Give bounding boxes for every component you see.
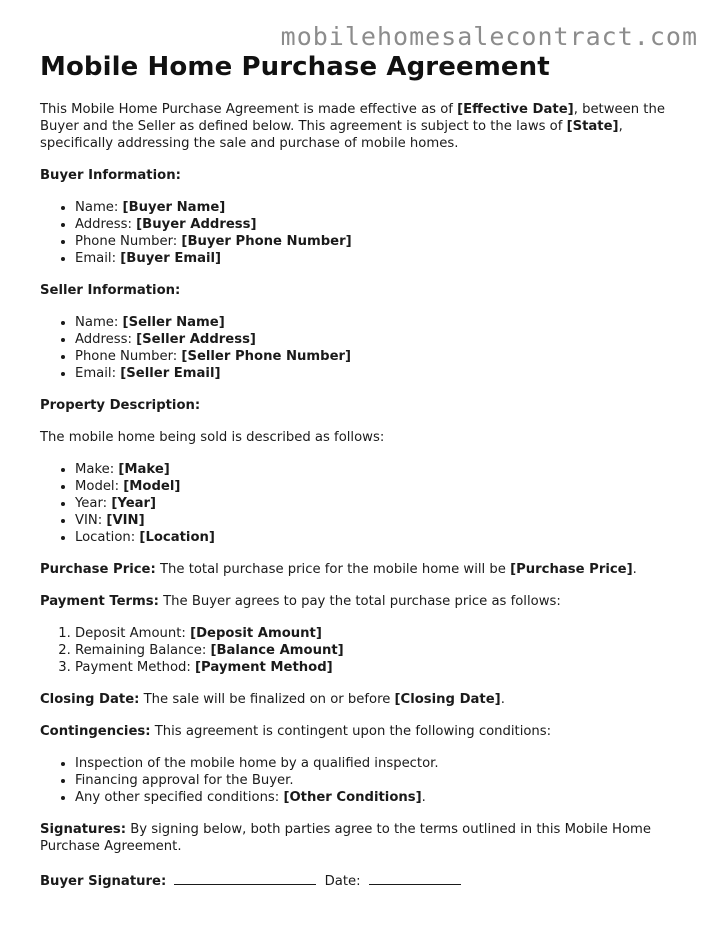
purchase-price-placeholder: [Purchase Price] [510, 562, 633, 577]
intro-text-3: , specifically addressing the sale and purchase of mobile homes. [40, 119, 623, 151]
signatures-paragraph: Signatures: By signing below, both parties agree to the terms outlined in this Mobile Home Purchase Agreement. [40, 822, 652, 854]
closing-date-placeholder: [Closing Date] [394, 692, 501, 707]
list-item: • Name: [Seller Name] [75, 314, 690, 331]
site-watermark: mobilehomesalecontract.com [280, 22, 698, 51]
list-item: • Phone Number: [Buyer Phone Number] [75, 233, 690, 250]
list-item: • Email: [Buyer Email] [75, 250, 690, 267]
list-item: • Year: [Year] [75, 495, 690, 512]
buyer-info-list [40, 199, 690, 267]
list-item: • VIN: [VIN] [75, 512, 690, 529]
list-item: • Name: [Buyer Name] [75, 199, 690, 216]
list-item: • Address: [Buyer Address] [75, 216, 690, 233]
date-label: Date: [324, 874, 361, 889]
contingencies-paragraph: Contingencies: This agreement is contingent upon the following conditions: [40, 724, 552, 739]
list-item: 1. Deposit Amount: [Deposit Amount] [75, 625, 690, 642]
list-item: • Address: [Seller Address] [75, 331, 690, 348]
payment-terms-list [40, 625, 690, 676]
payment-terms-label: Payment Terms: [40, 594, 159, 609]
list-item: • Phone Number: [Seller Phone Number] [75, 348, 690, 365]
list-item: • Model: [Model] [75, 478, 690, 495]
document-title: Mobile Home Purchase Agreement [40, 52, 550, 82]
contingencies-label: Contingencies: [40, 724, 151, 739]
list-item: 3. Payment Method: [Payment Method] [75, 659, 690, 676]
seller-info-heading: Seller Information: [40, 283, 181, 298]
list-item: • Inspection of the mobile home by a qualified inspector. [75, 755, 690, 772]
list-item: • Email: [Seller Email] [75, 365, 690, 382]
contingencies-list [40, 755, 690, 806]
buyer-signature-label: Buyer Signature: [40, 874, 167, 889]
closing-date-label: Closing Date: [40, 692, 140, 707]
property-list [40, 461, 690, 546]
effective-date-placeholder: [Effective Date] [457, 102, 574, 117]
closing-date-paragraph: Closing Date: The sale will be finalized on or before [Closing Date]. [40, 692, 505, 707]
buyer-info-heading: Buyer Information: [40, 168, 181, 183]
purchase-price-label: Purchase Price: [40, 562, 156, 577]
purchase-price-paragraph: Purchase Price: The total purchase price for the mobile home will be [Purchase Price]. [40, 562, 637, 577]
intro-text-1: This Mobile Home Purchase Agreement is made effective as of [40, 102, 458, 117]
intro-text-2: , between the Buyer and the Seller as defined below. This agreement is subject to the laws of [40, 102, 665, 134]
payment-terms-paragraph: Payment Terms: The Buyer agrees to pay the total purchase price as follows: [40, 594, 561, 609]
agreement-document [40, 52, 690, 905]
seller-info-list [40, 314, 690, 382]
list-item: 2. Remaining Balance: [Balance Amount] [75, 642, 690, 659]
buyer-signature-line[interactable] [174, 873, 316, 885]
list-item: • Location: [Location] [75, 529, 690, 546]
signatures-label: Signatures: [40, 822, 127, 837]
buyer-signature-row [40, 873, 690, 890]
state-placeholder: [State] [566, 119, 619, 134]
list-item: • Make: [Make] [75, 461, 690, 478]
property-heading: Property Description: [40, 398, 201, 413]
list-item: • Financing approval for the Buyer. [75, 772, 690, 789]
list-item: • Any other specified conditions: [Other Conditions]. [75, 789, 690, 806]
date-line[interactable] [369, 873, 461, 885]
property-intro: The mobile home being sold is described as follows: [40, 430, 385, 445]
intro-paragraph [40, 101, 690, 152]
